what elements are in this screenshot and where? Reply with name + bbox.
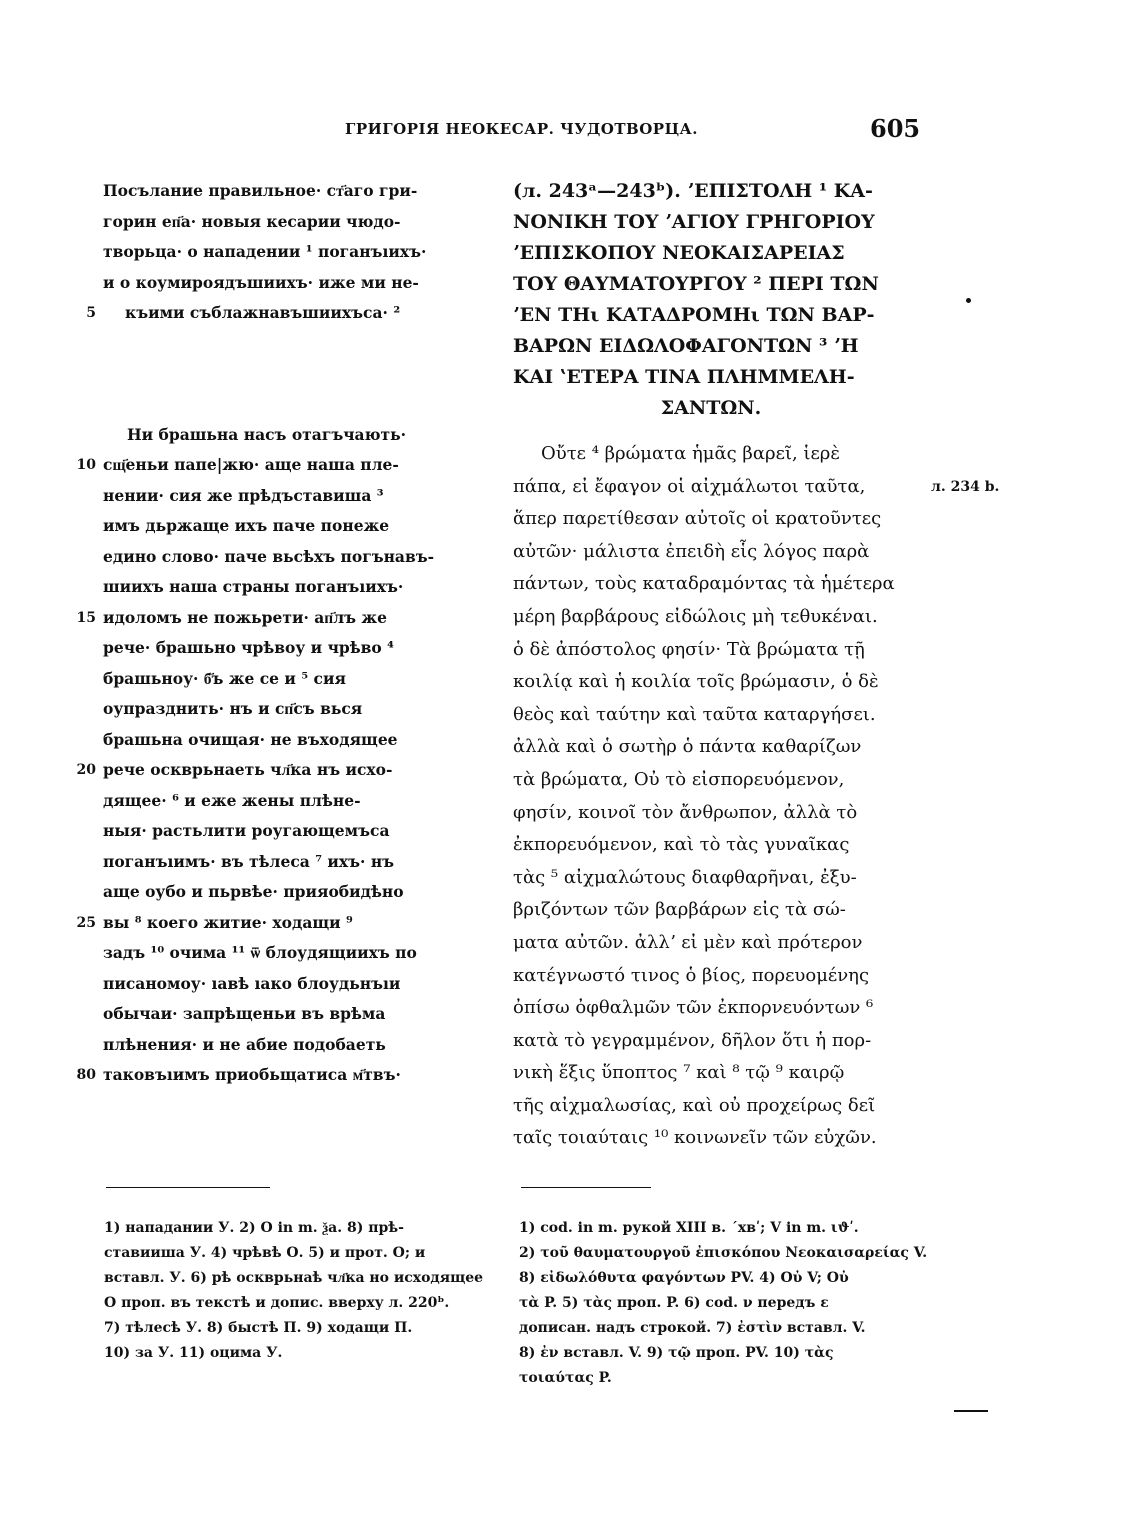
line-number: 25: [76, 914, 96, 931]
footnotes-left: [104, 1216, 504, 1366]
text-line-content: вы ⁸ коего житие· ходащи ⁹: [103, 912, 353, 932]
greek-text-line: αὐτῶν· μάλιστα ἐπειδὴ εἷς λόγος παρὰ: [513, 540, 870, 562]
footnote-line: О проп. въ текстѣ и допис. вверху л. 220ᵇ.: [104, 1295, 450, 1311]
greek-text-line: κοιλίᾳ καὶ ἡ κοιλία τοῖς βρώμασιν, ὁ δὲ: [513, 671, 879, 693]
margin-note: л. 234 b.: [931, 478, 1000, 495]
greek-title-line: ʼΕΝ ΤΗι ΚΑΤΑΔΡΟΜΗι ΤΩΝ ΒΑΡ-: [513, 304, 875, 326]
text-line: писаномоу· ıавѣ ıако блоудьнъıи: [103, 973, 401, 993]
running-title: ГРИГОРІЯ НЕОКЕСАР. ЧУДОТВОРЦА.: [345, 120, 698, 138]
greek-text-line: κατὰ τὸ γεγραμμένον, δῆλον ὅτι ἡ πορ-: [513, 1029, 872, 1051]
line-number: 5: [86, 305, 96, 321]
footnote-line: 8) ἐν вставл. V. 9) τῷ проп. PV. 10) τὰς: [519, 1345, 834, 1361]
line-number: 80: [76, 1067, 96, 1083]
text-line: оупразднить· нъ и сп҃съ вься: [103, 699, 363, 718]
greek-text-line: ἅπερ παρετίθεσαν αὐτοῖς οἱ κρατοῦντες: [513, 508, 882, 530]
footnote-line: ставииша У. 4) чрѣвѣ О. 5) и прот. О; и: [104, 1245, 426, 1261]
greek-title-line: ΝΟΝΙΚΗ ΤΟΥ ʼΑΓΙΟΥ ΓΡΗΓΟΡΙΟΥ: [513, 211, 875, 233]
greek-text-content: πάπα, εἰ ἔφαγον οἱ αἰχμάλωτοι ταῦτα,: [513, 475, 866, 497]
text-line: плѣнения· и не абие подобаеть: [103, 1034, 386, 1054]
line-number: 15: [76, 609, 96, 626]
text-line: имъ дьржаще ихъ паче понеже: [103, 516, 390, 535]
footnote-line: 7) тѣлесѣ У. 8) быстѣ П. 9) ходащи П.: [104, 1320, 413, 1336]
greek-text-line: νικὴ ἕξις ὕποπτος ⁷ καὶ ⁸ τῷ ⁹ καιρῷ: [513, 1062, 845, 1084]
text-line: брашьноу· б҃ъ же се и ⁵ сия: [103, 668, 346, 688]
text-line: дящее· ⁶ и еже жены плѣне-: [103, 790, 361, 810]
right-column-greek: [513, 176, 1000, 1155]
text-line: [76, 450, 493, 481]
greek-text-line: ματα αὐτῶν. ἀλλʼ εἰ μὲν καὶ πρότερον: [513, 931, 863, 953]
text-line: [86, 298, 493, 329]
footnote-line: τὰ P. 5) τὰς проп. P. 6) cod. ν передъ ε: [519, 1295, 829, 1311]
greek-text-line: ἐκπορευόμενον, καὶ τὸ τὰς γυναῖκας: [513, 834, 850, 856]
greek-title-line: ΚΑΙ ʽΕΤΕΡΑ ΤΙΝΑ ΠΛΗΜΜΕΛΗ-: [513, 366, 855, 388]
line-number: 10: [76, 457, 96, 473]
text-line: Посълание правильное· ст҃аго гри-: [103, 181, 418, 200]
line-number: 20: [76, 762, 96, 778]
footnote-line: 1) нападании У. 2) О in m. ѯа. 8) прѣ-: [104, 1220, 404, 1236]
text-line: шиихъ наша страны поганъıихъ·: [103, 577, 404, 596]
footnotes-right: [519, 1216, 928, 1391]
greek-title-line: (л. 243ᵃ—243ᵇ). ʼΕΠΙΣΤΟΛΗ ¹ ΚΑ-: [513, 180, 873, 202]
greek-text-line: κατέγνωστό τινος ὁ βίος, πορευομένης: [513, 964, 870, 986]
greek-text-line: πάντων, τοὺς καταδραμόντας τὰ ἡμέτερα: [513, 573, 895, 595]
greek-text-line: βριζόντων τῶν βαρβάρων εἰς τὰ σώ-: [513, 899, 846, 921]
greek-text-line: τὰ βρώματα, Οὐ τὸ εἰσπορευόμενον,: [513, 768, 845, 790]
greek-text-line: τὰς ⁵ αἰχμαλώτους διαφθαρῆναι, ἐξυ-: [513, 866, 857, 888]
greek-text-line: ἀλλὰ καὶ ὁ σωτὴρ ὁ πάντα καθαρίζων: [513, 736, 862, 758]
greek-text-line: ὀπίσω ὀφθαλμῶν τῶν ἐκπορνευόντων ⁶: [513, 997, 874, 1019]
footnote-line: τοιαύτας P.: [519, 1370, 612, 1386]
ink-speck: [966, 298, 971, 303]
greek-text-line: θεὸς καὶ ταύτην καὶ ταῦτα καταργήσει.: [513, 703, 876, 725]
greek-text-line: τῆς αἰχμαλωσίας, καὶ οὐ προχείρως δεῖ: [513, 1094, 876, 1116]
text-line: горин еп҃а· новыя кесарии чюдо-: [103, 211, 401, 231]
text-line: задъ ¹⁰ очима ¹¹ ѿ блоудящиихъ по: [103, 943, 417, 962]
greek-text-line: ταῖς τοιαύταις ¹⁰ κοινωνεῖν τῶν εὐχῶν.: [513, 1127, 877, 1149]
text-line: брашьна очищая· не въходящее: [103, 729, 398, 749]
greek-title-line: ΒΑΡΩΝ ΕΙΔΩΛΟΦΑΓΟΝΤΩΝ ³ ʼΗ: [513, 335, 859, 357]
text-line: [76, 603, 493, 634]
text-line: поганъıимъ· въ тѣлеса ⁷ ихъ· нъ: [103, 851, 395, 871]
greek-text-line: μέρη βαρβάρους εἰδώλοις μὴ τεθυκέναι.: [513, 605, 878, 627]
page-number: 605: [870, 114, 921, 143]
footnote-line: 2) τοῦ θαυματουργοῦ ἐπισκόπου Νεοκαισαρείας V.: [519, 1245, 928, 1261]
text-line: [76, 908, 493, 939]
greek-title-line: ʼΕΠΙΣΚΟΠΟΥ ΝΕΟΚΑΙΣΑΡΕΙΑΣ: [513, 242, 845, 264]
greek-text-line: φησίν, κοινοῖ τὸν ἄνθρωπον, ἀλλὰ τὸ: [513, 801, 858, 823]
footnote-line: 8) εἰδωλόθυτα φαγόντων PV. 4) Οὐ V; Οὐ: [519, 1270, 849, 1286]
footnote-separator-right: [521, 1187, 651, 1188]
text-line: творьца· о нападении ¹ поганъıихъ·: [103, 242, 427, 261]
text-line-content: таковъıимъ приобьщатиса м҃твъ·: [103, 1065, 401, 1084]
text-line-content: идоломъ не пожьрети· ап҃лъ же: [103, 607, 387, 627]
text-line: Ни брашьна насъ отагъчають·: [127, 424, 407, 444]
footnote-line: 10) за У. 11) оцима У.: [104, 1345, 283, 1361]
text-line: нении· сия же прѣдъставиша ³: [103, 485, 384, 505]
text-line-content: рече оскврьнаеть чл҃ка нъ исхо-: [103, 760, 393, 779]
text-line: [76, 1060, 493, 1091]
footnote-line: дописан. надъ строкой. 7) ἐστὶν вставл. V.: [519, 1320, 866, 1336]
greek-text-line: Οὔτε ⁴ βρώματα ἡμᾶς βαρεῖ, ἱερὲ: [541, 443, 841, 464]
text-line-content: къими съблажнавъшиихъса· ²: [125, 303, 401, 322]
footnote-line: 1) cod. in m. рукой XIII в. ˊхвʹ; V in m. ιϑʹ.: [519, 1220, 859, 1236]
margin-dash: [954, 1410, 988, 1412]
greek-title-line: ΤΟΥ ΘΑΥΜΑΤΟΥΡΓΟΥ ² ΠΕΡΙ ΤΩΝ: [513, 273, 879, 295]
text-line: [76, 755, 493, 786]
text-line-content: сщ҃еньи папе|жю· аще наша пле-: [103, 455, 399, 474]
left-column-slavonic: [76, 176, 493, 1091]
greek-text-line: ὁ δὲ ἀπόστολος φησίν· Τὰ βρώματα τῇ: [513, 638, 865, 660]
text-line: едино слово· паче вьсѣхъ погънавъ-: [103, 546, 435, 566]
footnote-line: вставл. У. 6) рѣ оскврьнаѣ чл҃ка но исходящее: [104, 1270, 484, 1286]
text-line: ныя· растьлити роугающемъса: [103, 821, 390, 840]
text-line: обычаи· запрѣщеньи въ врѣма: [103, 1004, 386, 1023]
column-gap: [103, 329, 493, 420]
footnote-separator-left: [106, 1187, 270, 1188]
text-line: аще оубо и пьрвѣе· прияобидѣно: [103, 882, 404, 901]
greek-text-line: [513, 471, 1000, 504]
text-line: и о коумироядъшиихъ· иже ми не-: [103, 272, 419, 292]
text-line: рече· брашьно чрѣвоу и чрѣво ⁴: [103, 638, 394, 657]
greek-title-line: ΣΑΝΤΩΝ.: [660, 397, 762, 419]
